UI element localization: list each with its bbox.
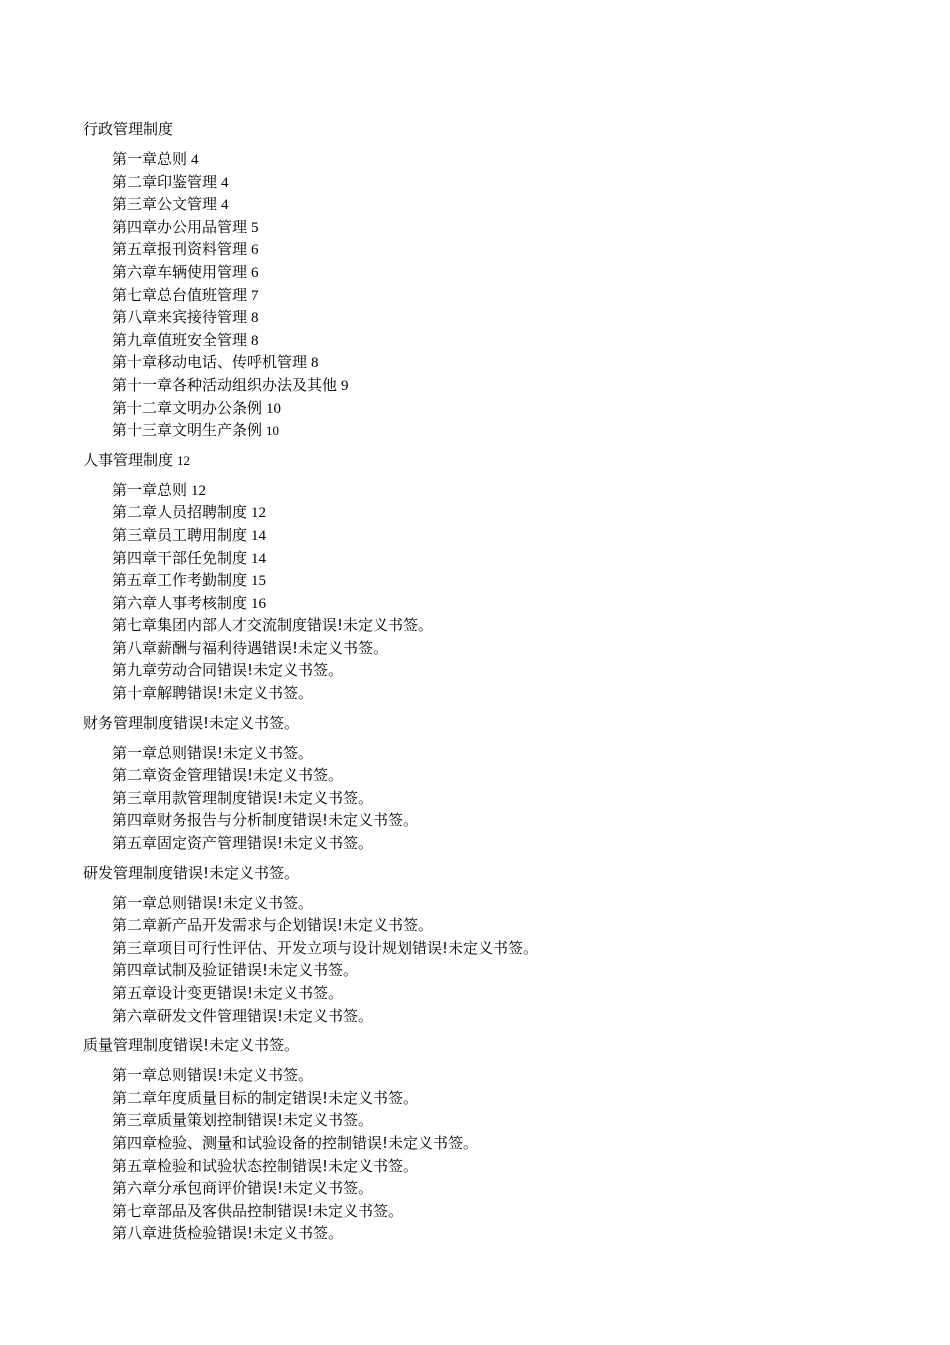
toc-chapter-entry[interactable] <box>112 682 923 705</box>
toc-section-title-text: 研发管理制度错误!未定义书签。 <box>83 863 300 882</box>
toc-chapter-title: 第四章财务报告与分析制度错误!未定义书签。 <box>112 811 419 830</box>
toc-chapter-page-number: 9 <box>341 377 349 394</box>
toc-chapter-page-number: 6 <box>251 264 259 281</box>
toc-section-title-text: 人事管理制度 <box>83 450 174 469</box>
toc-chapter-page-number: 6 <box>251 242 259 259</box>
toc-chapter-entry[interactable] <box>112 374 923 397</box>
toc-chapter-entry[interactable] <box>112 809 923 832</box>
toc-chapter-title: 第四章办公用品管理 <box>112 217 248 236</box>
table-of-contents <box>83 118 923 1252</box>
toc-chapter-title: 第四章检验、测量和试验设备的控制错误!未定义书签。 <box>112 1133 479 1152</box>
toc-chapter-entry[interactable] <box>112 892 923 915</box>
toc-section-title[interactable] <box>83 1034 923 1056</box>
toc-chapter-title: 第一章总则错误!未定义书签。 <box>112 893 314 912</box>
toc-chapter-entry[interactable] <box>112 959 923 982</box>
toc-chapter-entry[interactable] <box>112 171 923 194</box>
toc-section-title-text: 财务管理制度错误!未定义书签。 <box>83 713 300 732</box>
toc-chapter-title: 第八章薪酬与福利待遇错误!未定义书签。 <box>112 638 389 657</box>
toc-chapter-entry[interactable] <box>112 569 923 592</box>
toc-chapter-title: 第三章项目可行性评估、开发立项与设计规划错误!未定义书签。 <box>112 938 539 957</box>
toc-chapter-title: 第二章人员招聘制度 <box>112 503 248 522</box>
toc-chapter-title: 第五章检验和试验状态控制错误!未定义书签。 <box>112 1156 419 1175</box>
toc-chapter-entry[interactable] <box>112 238 923 261</box>
toc-section-title-text: 质量管理制度错误!未定义书签。 <box>83 1036 300 1055</box>
toc-chapter-title: 第一章总则 <box>112 480 188 499</box>
toc-chapter-page-number: 12 <box>191 482 207 499</box>
toc-chapter-title: 第十二章文明办公条例 <box>112 398 263 417</box>
toc-chapter-page-number: 14 <box>251 527 267 544</box>
toc-chapter-list <box>83 1064 923 1245</box>
toc-chapter-title: 第六章分承包商评价错误!未定义书签。 <box>112 1179 374 1198</box>
toc-chapter-entry[interactable] <box>112 419 923 442</box>
toc-chapter-title: 第七章总台值班管理 <box>112 285 248 304</box>
toc-chapter-title: 第六章车辆使用管理 <box>112 262 248 281</box>
toc-chapter-page-number: 4 <box>221 197 229 214</box>
toc-chapter-title: 第五章报刊资料管理 <box>112 240 248 259</box>
toc-chapter-entry[interactable] <box>112 524 923 547</box>
toc-chapter-title: 第二章印鉴管理 <box>112 172 218 191</box>
toc-chapter-title: 第三章公文管理 <box>112 195 218 214</box>
toc-chapter-entry[interactable] <box>112 1222 923 1245</box>
toc-chapter-list <box>83 892 923 1028</box>
toc-chapter-entry[interactable] <box>112 659 923 682</box>
toc-chapter-title: 第七章集团内部人才交流制度错误!未定义书签。 <box>112 616 434 635</box>
toc-chapter-page-number: 10 <box>266 423 280 439</box>
toc-chapter-title: 第八章来宾接待管理 <box>112 308 248 327</box>
toc-section-title[interactable] <box>83 449 923 471</box>
toc-chapter-entry[interactable] <box>112 1087 923 1110</box>
toc-chapter-title: 第一章总则错误!未定义书签。 <box>112 1066 314 1085</box>
toc-chapter-entry[interactable] <box>112 547 923 570</box>
toc-chapter-page-number: 15 <box>251 573 267 590</box>
toc-chapter-title: 第十一章各种活动组织办法及其他 <box>112 375 338 394</box>
toc-chapter-page-number: 8 <box>251 332 259 349</box>
toc-chapter-entry[interactable] <box>112 1064 923 1087</box>
toc-chapter-entry[interactable] <box>112 261 923 284</box>
toc-chapter-title: 第二章年度质量目标的制定错误!未定义书签。 <box>112 1088 419 1107</box>
toc-chapter-title: 第十章解聘错误!未定义书签。 <box>112 684 314 703</box>
toc-chapter-entry[interactable] <box>112 832 923 855</box>
toc-chapter-list <box>83 479 923 705</box>
toc-section <box>83 712 923 855</box>
toc-chapter-entry[interactable] <box>112 479 923 502</box>
toc-chapter-title: 第三章员工聘用制度 <box>112 525 248 544</box>
toc-section <box>83 862 923 1028</box>
toc-chapter-title: 第七章部品及客供品控制错误!未定义书签。 <box>112 1201 404 1220</box>
toc-chapter-title: 第三章用款管理制度错误!未定义书签。 <box>112 788 374 807</box>
toc-chapter-title: 第九章劳动合同错误!未定义书签。 <box>112 661 344 680</box>
toc-chapter-page-number: 7 <box>251 287 259 304</box>
toc-chapter-entry[interactable] <box>112 1155 923 1178</box>
toc-chapter-page-number: 8 <box>311 355 319 372</box>
toc-chapter-page-number: 12 <box>251 505 267 522</box>
toc-chapter-entry[interactable] <box>112 1177 923 1200</box>
toc-chapter-page-number: 8 <box>251 310 259 327</box>
toc-chapter-title: 第二章新产品开发需求与企划错误!未定义书签。 <box>112 916 434 935</box>
toc-chapter-title: 第十章移动电话、传呼机管理 <box>112 353 308 372</box>
toc-chapter-entry[interactable] <box>112 787 923 810</box>
toc-chapter-entry[interactable] <box>112 148 923 171</box>
toc-chapter-entry[interactable] <box>112 742 923 765</box>
toc-chapter-list <box>83 148 923 442</box>
toc-chapter-entry[interactable] <box>112 501 923 524</box>
toc-chapter-title: 第五章设计变更错误!未定义书签。 <box>112 984 344 1002</box>
toc-section-title[interactable] <box>83 712 923 734</box>
toc-chapter-entry[interactable] <box>112 1132 923 1155</box>
toc-chapter-entry[interactable] <box>112 1200 923 1223</box>
toc-chapter-title: 第十三章文明生产条例 <box>112 421 263 440</box>
toc-section-title[interactable] <box>83 118 923 140</box>
toc-chapter-title: 第六章研发文件管理错误!未定义书签。 <box>112 1006 374 1025</box>
toc-chapter-entry[interactable] <box>112 637 923 660</box>
toc-chapter-entry[interactable] <box>112 306 923 329</box>
toc-section-title[interactable] <box>83 862 923 884</box>
toc-chapter-entry[interactable] <box>112 329 923 352</box>
toc-chapter-entry[interactable] <box>112 351 923 374</box>
toc-chapter-entry[interactable] <box>112 982 923 1005</box>
toc-chapter-title: 第九章值班安全管理 <box>112 330 248 349</box>
toc-section <box>83 1034 923 1245</box>
toc-section <box>83 118 923 442</box>
toc-chapter-entry[interactable] <box>112 592 923 615</box>
toc-chapter-page-number: 16 <box>251 595 267 612</box>
toc-chapter-page-number: 5 <box>251 219 259 236</box>
toc-chapter-title: 第八章进货检验错误!未定义书签。 <box>112 1224 344 1243</box>
toc-section <box>83 449 923 705</box>
toc-chapter-entry[interactable] <box>112 284 923 307</box>
toc-chapter-list <box>83 742 923 855</box>
toc-section-title-text: 行政管理制度 <box>83 120 174 138</box>
toc-chapter-entry[interactable] <box>112 1109 923 1132</box>
toc-chapter-entry[interactable] <box>112 937 923 960</box>
toc-chapter-title: 第二章资金管理错误!未定义书签。 <box>112 766 344 785</box>
toc-chapter-entry[interactable] <box>112 216 923 239</box>
toc-chapter-title: 第三章质量策划控制错误!未定义书签。 <box>112 1111 374 1130</box>
toc-chapter-page-number: 4 <box>221 174 229 191</box>
toc-chapter-title: 第四章干部任免制度 <box>112 548 248 567</box>
toc-chapter-title: 第一章总则错误!未定义书签。 <box>112 743 314 762</box>
toc-chapter-page-number: 14 <box>251 550 267 567</box>
toc-chapter-page-number: 4 <box>191 152 199 168</box>
toc-chapter-entry[interactable] <box>112 193 923 216</box>
toc-chapter-entry[interactable] <box>112 914 923 937</box>
toc-chapter-entry[interactable] <box>112 1005 923 1028</box>
toc-chapter-entry[interactable] <box>112 614 923 637</box>
toc-chapter-title: 第六章人事考核制度 <box>112 593 248 612</box>
toc-chapter-page-number: 10 <box>266 400 282 417</box>
toc-chapter-entry[interactable] <box>112 764 923 787</box>
toc-chapter-entry[interactable] <box>112 397 923 420</box>
toc-chapter-title: 第五章固定资产管理错误!未定义书签。 <box>112 834 374 853</box>
toc-section-page-number: 12 <box>177 452 191 468</box>
toc-chapter-title: 第五章工作考勤制度 <box>112 571 248 590</box>
toc-chapter-title: 第一章总则 <box>112 150 188 168</box>
toc-chapter-title: 第四章试制及验证错误!未定义书签。 <box>112 961 359 980</box>
